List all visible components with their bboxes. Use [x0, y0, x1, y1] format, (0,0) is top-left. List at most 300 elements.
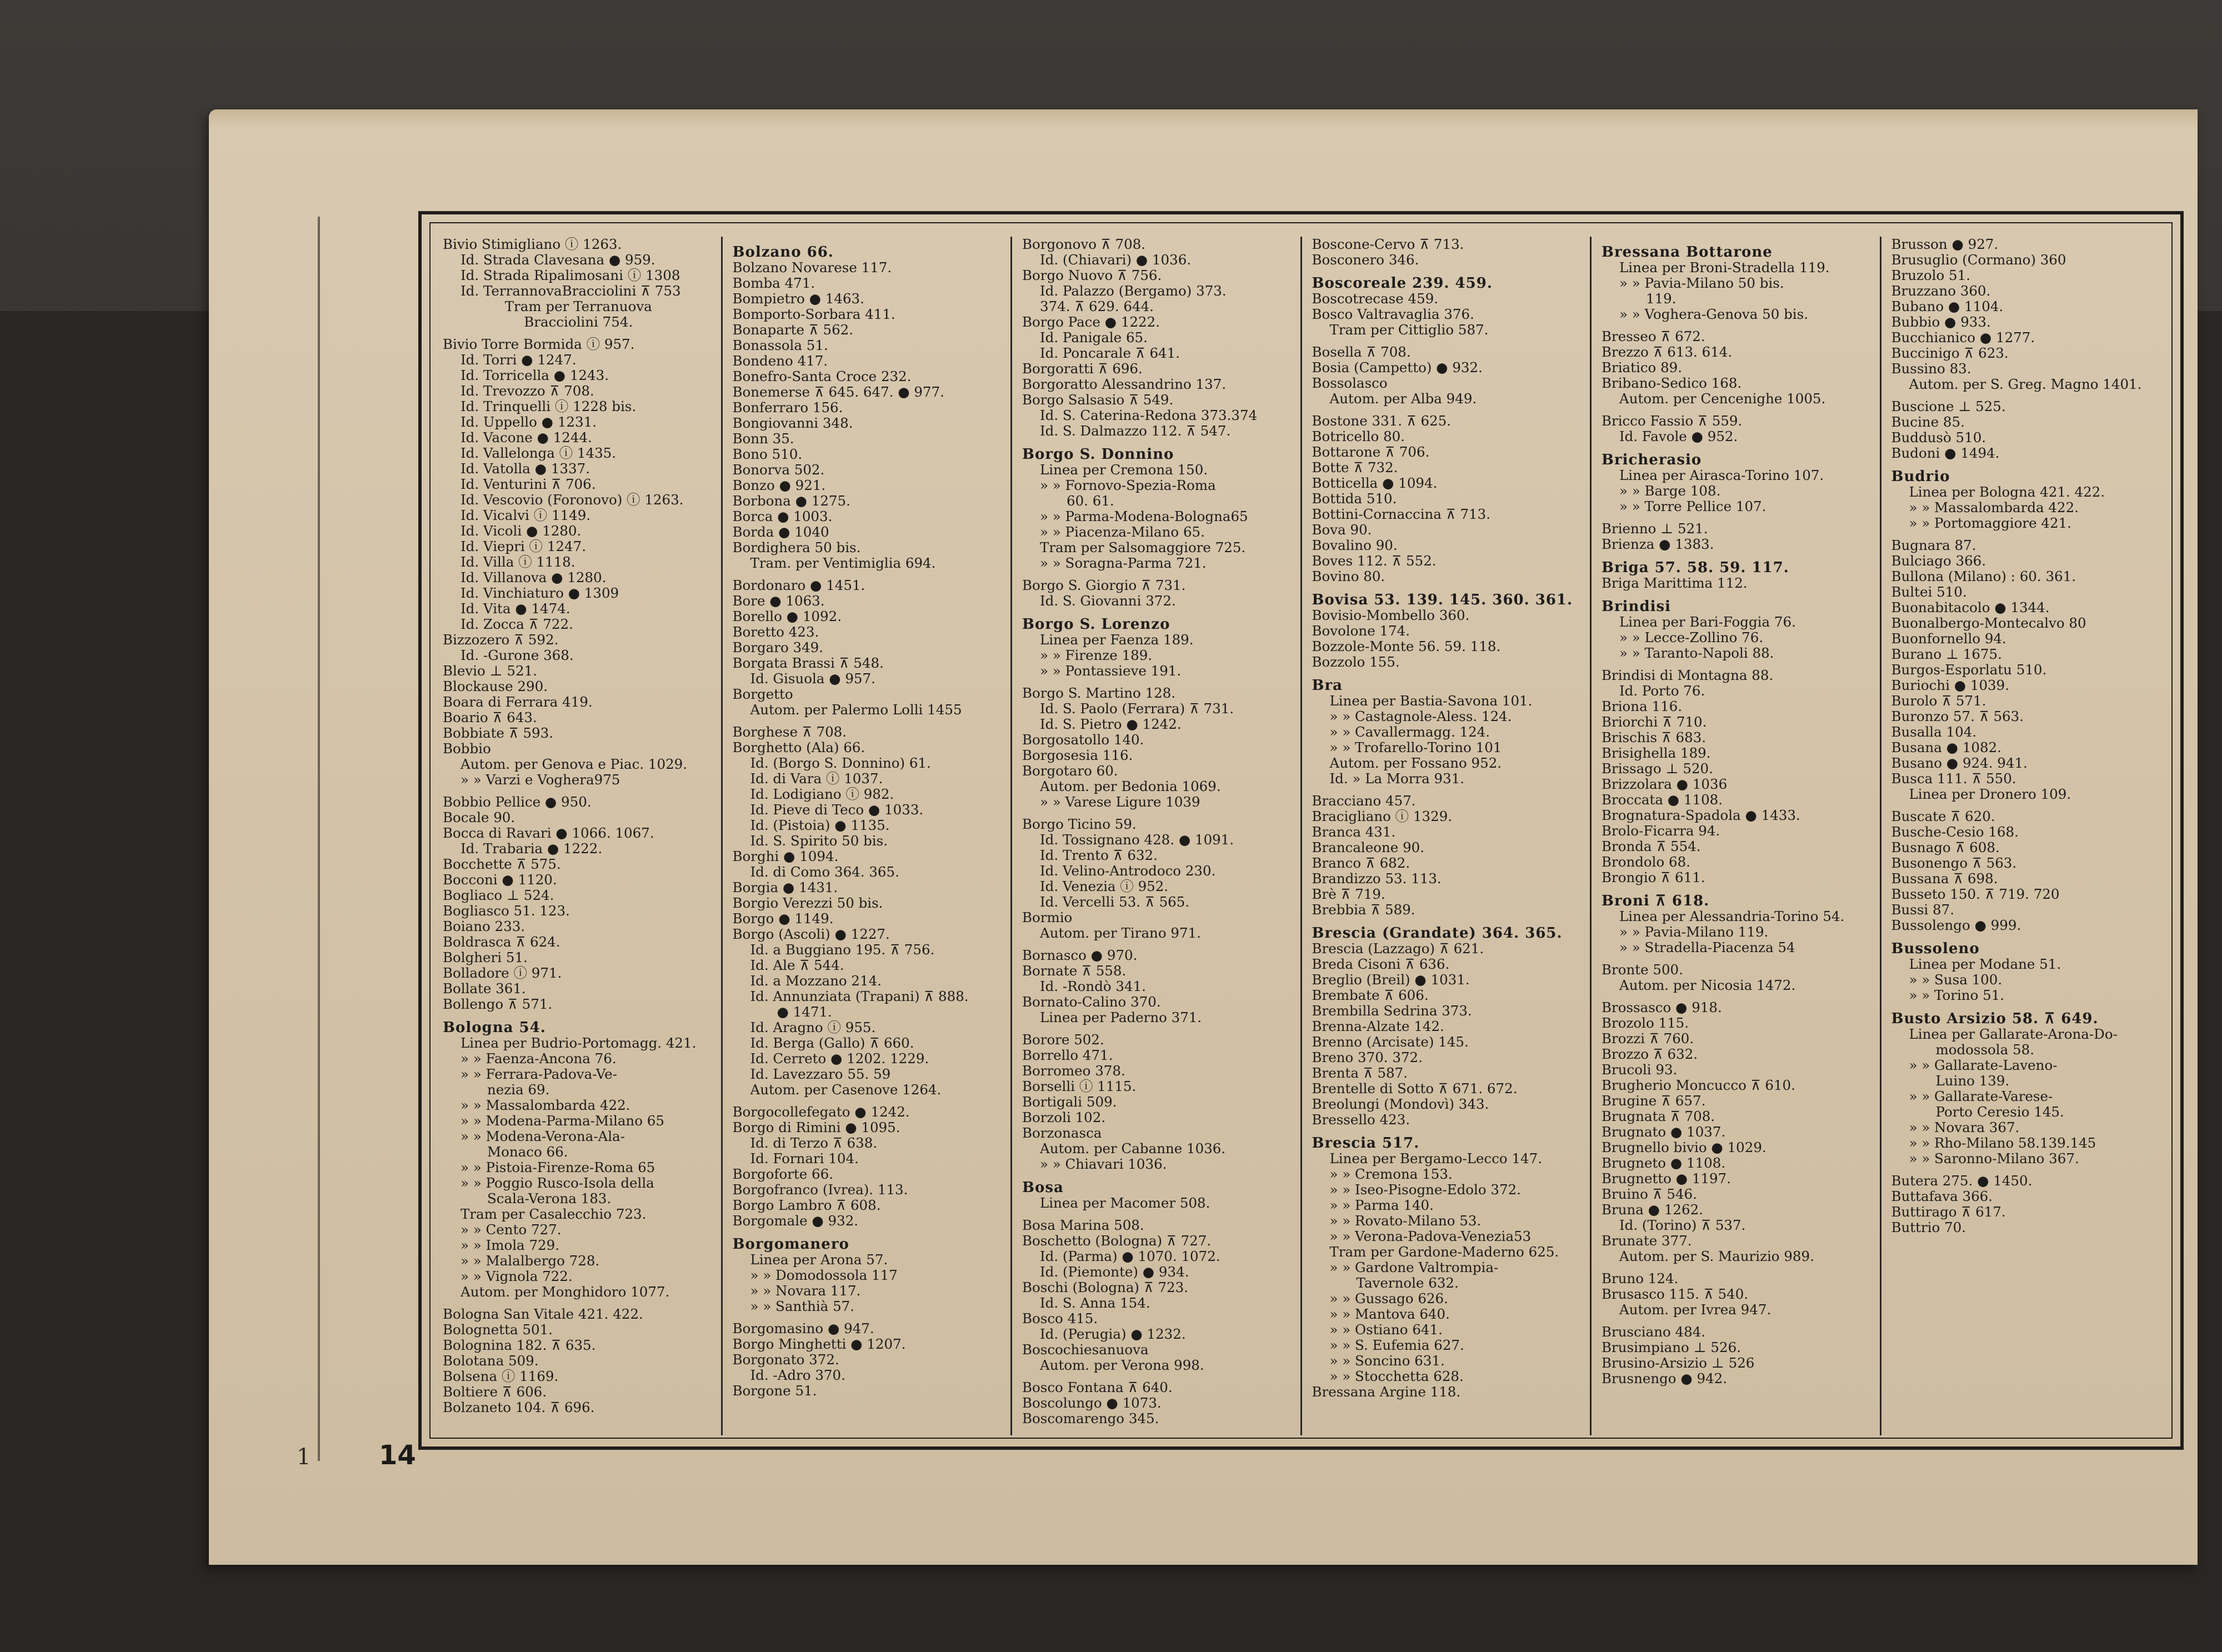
- index-entry: Bozzolo 155.: [1312, 654, 1400, 670]
- index-entry: Bocchette ⊼ 575.: [443, 856, 561, 872]
- index-entry: » » Taranto-Napoli 88.: [1619, 645, 1774, 661]
- index-entry: » » Castagnole-Aless. 124.: [1329, 708, 1512, 724]
- index-column-3: [1012, 237, 1302, 1435]
- index-entry: Brongio ⊼ 611.: [1602, 869, 1705, 885]
- index-entry: Bocale 90.: [443, 809, 516, 825]
- index-entry: Bonzo ● 921.: [732, 477, 826, 493]
- index-entry: Tram per Cittiglio 587.: [1329, 322, 1489, 338]
- index-entry: Buonabitacolo ● 1344.: [1891, 599, 2050, 615]
- index-entry: » » Soncino 631.: [1329, 1353, 1445, 1369]
- index-entry: Bussana ⊼ 698.: [1891, 870, 1998, 887]
- index-entry: Bonemerse ⊼ 645. 647. ● 977.: [732, 384, 944, 400]
- index-entry: Burano ⊥ 1675.: [1891, 646, 2002, 662]
- index-entry: Bucine 85.: [1891, 414, 1965, 430]
- index-entry: Linea per Alessandria-Torino 54.: [1619, 908, 1845, 924]
- index-entry: Bovino 80.: [1312, 568, 1385, 584]
- index-entry: Busana ● 1082.: [1891, 739, 2001, 755]
- index-entry: Bosia (Campetto) ● 932.: [1312, 359, 1483, 376]
- index-entry: Id. di Vara ⓘ 1037.: [750, 770, 883, 787]
- index-entry: » » Pistoia-Firenze-Roma 65: [461, 1159, 655, 1175]
- index-entry: Id. -Adro 370.: [750, 1367, 845, 1383]
- index-entry: Id. TerrannovaBracciolini ⊼ 753: [461, 283, 681, 299]
- index-entry: » » Stradella-Piacenza 54: [1619, 939, 1795, 955]
- index-entry: Id. Villanova ● 1280.: [461, 569, 607, 585]
- index-entry: Id. Cerreto ● 1202. 1229.: [750, 1050, 929, 1067]
- index-entry: Boara di Ferrara 419.: [443, 694, 593, 710]
- index-entry: Borghi ● 1094.: [732, 848, 839, 864]
- index-entry: Autom. per Bedonia 1069.: [1040, 778, 1221, 794]
- index-entry: Bono 510.: [732, 446, 803, 462]
- index-entry: Linea per Modane 51.: [1909, 956, 2061, 972]
- index-entry: Id. Velino-Antrodoco 230.: [1040, 863, 1216, 879]
- index-entry: » » Pavia-Milano 50 bis.: [1619, 275, 1784, 291]
- index-entry: Brè ⊼ 719.: [1312, 886, 1385, 902]
- index-entry: Id. Vallelonga ⓘ 1435.: [461, 445, 617, 461]
- index-entry: Bormio: [1022, 909, 1073, 925]
- index-entry: Buronzo 57. ⊼ 563.: [1891, 708, 2024, 724]
- index-entry: Id. Trabaria ● 1222.: [461, 840, 603, 857]
- index-entry: Busonengo ⊼ 563.: [1891, 855, 2017, 871]
- index-entry: Id. (Torino) ⊼ 537.: [1619, 1217, 1746, 1233]
- index-entry: » » Malalbergo 728.: [461, 1253, 600, 1269]
- index-entry: Briona 116.: [1602, 698, 1683, 714]
- index-entry: Id. Ale ⊼ 544.: [750, 957, 844, 973]
- index-entry: Broccata ● 1108.: [1602, 792, 1723, 808]
- index-entry: Id. -Gurone 368.: [461, 647, 574, 663]
- index-entry: Id. Vescovio (Foronovo) ⓘ 1263.: [461, 492, 684, 508]
- index-entry: Brembate ⊼ 606.: [1312, 987, 1429, 1003]
- index-entry: Brozzi ⊼ 760.: [1602, 1030, 1694, 1047]
- index-entry: Bussino 83.: [1891, 361, 1971, 377]
- index-entry: » » Chiavari 1036.: [1040, 1156, 1167, 1172]
- index-entry: Id. a Mozzano 214.: [750, 973, 882, 989]
- index-entry: Bovalino 90.: [1312, 537, 1398, 553]
- index-entry: Brognatura-Spadola ● 1433.: [1602, 807, 1800, 823]
- index-entry: Id. Favole ● 952.: [1619, 428, 1738, 444]
- index-entry: Bomba 471.: [732, 275, 815, 291]
- index-entry: Borgo Lambro ⊼ 608.: [732, 1197, 881, 1213]
- index-entry: Brescia (Lazzago) ⊼ 621.: [1312, 940, 1484, 957]
- index-entry: » » Trofarello-Torino 101: [1329, 739, 1502, 755]
- index-entry: Borghese ⊼ 708.: [732, 724, 847, 740]
- index-entry: Bribano-Sedico 168.: [1602, 375, 1742, 391]
- index-entry: Autom. per Verona 998.: [1040, 1357, 1204, 1373]
- index-heading: Bra: [1312, 677, 1343, 694]
- index-entry: Brenno (Arcisate) 145.: [1312, 1034, 1469, 1050]
- index-entry: Borghetto (Ala) 66.: [732, 739, 865, 755]
- index-entry: Id. Torri ● 1247.: [461, 352, 577, 368]
- index-entry: » » Massalombarda 422.: [461, 1097, 630, 1113]
- index-entry: Bruzzano 360.: [1891, 283, 1991, 299]
- margin-mark: 1: [297, 1444, 311, 1470]
- index-entry: Bottida 510.: [1312, 490, 1397, 507]
- index-entry: Brugine ⊼ 657.: [1602, 1093, 1706, 1109]
- index-entry: Id. Uppello ● 1231.: [461, 414, 597, 430]
- index-entry: Brugnata ⊼ 708.: [1602, 1108, 1715, 1124]
- index-entry: Buonalbergo-Montecalvo 80: [1891, 615, 2086, 631]
- index-entry: Bomporto-Sorbara 411.: [732, 306, 895, 322]
- index-entry: Bruino ⊼ 546.: [1602, 1186, 1697, 1202]
- index-entry: Monaco 66.: [487, 1144, 568, 1160]
- index-entry: Bolognina 182. ⊼ 635.: [443, 1337, 596, 1353]
- index-entry: Boario ⊼ 643.: [443, 709, 537, 725]
- index-heading: Borgo S. Lorenzo: [1022, 616, 1170, 633]
- index-entry: Id. Torricella ● 1243.: [461, 367, 609, 383]
- index-entry: Bobbio Pellice ● 950.: [443, 794, 592, 810]
- index-entry: Brugnato ● 1037.: [1602, 1124, 1726, 1140]
- index-entry: » » Soragna-Parma 721.: [1040, 555, 1207, 571]
- index-entry: » » Varzi e Voghera975: [461, 772, 620, 788]
- index-entry: Burgos-Esporlatu 510.: [1891, 662, 2047, 678]
- index-entry: Busalla 104.: [1891, 724, 1977, 740]
- index-entry: Brebbia ⊼ 589.: [1312, 902, 1415, 918]
- index-entry: Bollengo ⊼ 571.: [443, 996, 553, 1012]
- index-entry: Blockause 290.: [443, 678, 548, 694]
- index-entry: Bonferraro 156.: [732, 399, 843, 415]
- index-entry: Borgosesia 116.: [1022, 747, 1133, 763]
- index-heading: Bologna 54.: [443, 1019, 546, 1036]
- index-entry: Branco ⊼ 682.: [1312, 855, 1410, 871]
- index-entry: Botte ⊼ 732.: [1312, 459, 1398, 475]
- index-entry: » » Barge 108.: [1619, 483, 1721, 499]
- index-entry: Id. Panigale 65.: [1040, 329, 1148, 346]
- index-entry: Borgata Brassi ⊼ 548.: [732, 655, 884, 671]
- index-entry: » » Torino 51.: [1909, 987, 2005, 1003]
- index-entry: Linea per Airasca-Torino 107.: [1619, 467, 1824, 483]
- index-entry: Autom. per Genova e Piac. 1029.: [461, 756, 688, 772]
- index-entry: 374. ⊼ 629. 644.: [1040, 298, 1154, 314]
- index-entry: Bosco Valtravaglia 376.: [1312, 306, 1474, 322]
- index-entry: Boves 112. ⊼ 552.: [1312, 553, 1437, 569]
- index-entry: Bolzano Novarese 117.: [732, 259, 892, 276]
- page-top-edge: [209, 109, 2198, 128]
- index-entry: Bonorva 502.: [732, 462, 825, 478]
- index-heading: Bussoleno: [1891, 940, 1980, 957]
- index-entry: Borgotaro 60.: [1022, 763, 1118, 779]
- index-entry: Linea per Faenza 189.: [1040, 632, 1194, 648]
- index-entry: Borgo S. Giorgio ⊼ 731.: [1022, 577, 1186, 593]
- index-entry: Id. Trinquelli ⓘ 1228 bis.: [461, 398, 637, 414]
- index-entry: Bovolone 174.: [1312, 623, 1410, 639]
- index-entry: Bivio Stimigliano ⓘ 1263.: [443, 237, 622, 252]
- index-entry: 119.: [1646, 291, 1676, 307]
- index-entry: Bobbiate ⊼ 593.: [443, 725, 553, 741]
- index-entry: Id. Vicoli ● 1280.: [461, 523, 582, 539]
- index-entry: Bracciolini 754.: [524, 314, 633, 330]
- index-entry: Briatico 89.: [1602, 359, 1683, 376]
- index-heading: Broni ⊼ 618.: [1602, 893, 1710, 909]
- index-entry: Id. Gisuola ● 957.: [750, 670, 875, 687]
- index-entry: Bucchianico ● 1277.: [1891, 329, 2035, 346]
- index-entry: Bivio Torre Bormida ⓘ 957.: [443, 336, 635, 352]
- index-entry: Id. -Rondò 341.: [1040, 978, 1146, 994]
- index-entry: Brisighella 189.: [1602, 745, 1711, 761]
- index-entry: » » Modena-Parma-Milano 65: [461, 1113, 664, 1129]
- index-entry: Brunate 377.: [1602, 1233, 1692, 1249]
- index-entry: Bobbio: [443, 740, 491, 757]
- index-entry: Id. (Perugia) ● 1232.: [1040, 1326, 1186, 1342]
- index-heading: Boscoreale 239. 459.: [1312, 275, 1493, 292]
- index-entry: Borgo (Ascoli) ● 1227.: [732, 926, 890, 942]
- index-entry: Id. Vatolla ● 1337.: [461, 460, 590, 477]
- index-entry: Autom. per Alba 949.: [1329, 391, 1477, 407]
- index-entry: Tram per Gardone-Maderno 625.: [1329, 1244, 1559, 1260]
- index-entry: Brentelle di Sotto ⊼ 671. 672.: [1312, 1080, 1518, 1097]
- index-entry: Bogliaco ⊥ 524.: [443, 887, 554, 903]
- index-entry: Brugneto ● 1108.: [1602, 1155, 1726, 1171]
- index-entry: Boiano 233.: [443, 918, 526, 934]
- index-entry: Boschetto (Bologna) ⊼ 727.: [1022, 1233, 1212, 1249]
- index-entry: Bolzaneto 104. ⊼ 696.: [443, 1399, 595, 1415]
- index-entry: Autom. per Tirano 971.: [1040, 925, 1201, 941]
- index-entry: Brugnello bivio ● 1029.: [1602, 1139, 1766, 1155]
- index-entry: Bultei 510.: [1891, 584, 1967, 600]
- index-entry: Bocca di Ravari ● 1066. 1067.: [443, 825, 654, 841]
- index-entry: Bussolengo ● 999.: [1891, 917, 2021, 933]
- index-entry: Bolognetta 501.: [443, 1321, 553, 1338]
- index-entry: Bova 90.: [1312, 522, 1372, 538]
- index-entry: » » Vignola 722.: [461, 1268, 573, 1284]
- index-heading: Busto Arsizio 58. ⊼ 649.: [1891, 1010, 2099, 1027]
- index-entry: Borca ● 1003.: [732, 508, 833, 524]
- index-entry: » » Parma 140.: [1329, 1197, 1434, 1213]
- index-entry: Id. (Borgo S. Donnino) 61.: [750, 755, 931, 771]
- index-entry: Id. Poncarale ⊼ 641.: [1040, 345, 1180, 361]
- index-entry: » » Massalombarda 422.: [1909, 499, 2079, 515]
- index-entry: Luino 139.: [1935, 1073, 2010, 1089]
- index-column-1: [433, 237, 723, 1435]
- index-entry: Borselli ⓘ 1115.: [1022, 1078, 1137, 1094]
- index-entry: Brolo-Ficarra 94.: [1602, 823, 1720, 839]
- index-entry: Blevio ⊥ 521.: [443, 663, 537, 679]
- index-entry: Busca 111. ⊼ 550.: [1891, 770, 2016, 787]
- index-entry: Botticella ● 1094.: [1312, 475, 1438, 491]
- index-entry: Bornasco ● 970.: [1022, 947, 1138, 963]
- index-entry: » » Domodossola 117: [750, 1267, 898, 1283]
- index-entry: » » Gussago 626.: [1329, 1290, 1448, 1306]
- index-entry: Id. di Terzo ⊼ 638.: [750, 1135, 878, 1151]
- index-entry: Id. (Piemonte) ● 934.: [1040, 1264, 1189, 1280]
- index-entry: Buccinigo ⊼ 623.: [1891, 345, 2009, 361]
- index-entry: Bronda ⊼ 554.: [1602, 838, 1701, 854]
- index-entry: » » Cavallermagg. 124.: [1329, 724, 1490, 740]
- index-entry: Linea per Bari-Foggia 76.: [1619, 614, 1796, 630]
- index-entry: Buttafava 366.: [1891, 1188, 1993, 1204]
- index-entry: » » Santhià 57.: [750, 1298, 855, 1314]
- index-entry: Id. S. Spirito 50 bis.: [750, 833, 888, 849]
- index-entry: Bussi 87.: [1891, 902, 1955, 918]
- index-entry: Tram per Terranuova: [504, 298, 652, 314]
- index-entry: Borgo Ticino 59.: [1022, 816, 1137, 832]
- index-entry: Boscone-Cervo ⊼ 713.: [1312, 237, 1464, 252]
- index-heading: Borgomanero: [732, 1236, 849, 1253]
- index-entry: Borgocollefegato ● 1242.: [732, 1104, 910, 1120]
- index-entry: Buscione ⊥ 525.: [1891, 398, 2006, 414]
- index-entry: Busnago ⊼ 608.: [1891, 839, 2000, 855]
- index-entry: Id. Lavezzaro 55. 59: [750, 1066, 891, 1082]
- index-entry: Bosconero 346.: [1312, 252, 1419, 268]
- index-entry: Linea per Bergamo-Lecco 147.: [1329, 1150, 1543, 1167]
- index-entry: Autom. per Palermo Lolli 1455: [750, 702, 962, 718]
- index-entry: Bossolasco: [1312, 375, 1388, 391]
- index-entry: Bruna ● 1262.: [1602, 1202, 1703, 1218]
- index-entry: Id. S. Caterina-Redona 373.374: [1040, 407, 1258, 423]
- index-entry: Borgo Salsasio ⊼ 549.: [1022, 392, 1174, 408]
- index-entry: Autom. per Nicosia 1472.: [1619, 977, 1796, 993]
- index-entry: Brusciano 484.: [1602, 1324, 1706, 1340]
- index-entry: Busano ● 924. 941.: [1891, 755, 2028, 771]
- index-entry: » » Faenza-Ancona 76.: [461, 1050, 617, 1067]
- index-entry: Bubbio ● 933.: [1891, 314, 1991, 330]
- index-entry: Bottarone ⊼ 706.: [1312, 444, 1430, 460]
- index-entry: » » Cremona 153.: [1329, 1166, 1453, 1182]
- index-entry: Bronte 500.: [1602, 962, 1683, 978]
- index-entry: Bolotana 509.: [443, 1353, 539, 1369]
- index-entry: Id. Palazzo (Bergamo) 373.: [1040, 283, 1227, 299]
- index-entry: Borgonato 372.: [732, 1351, 839, 1368]
- index-entry: Autom. per S. Maurizio 989.: [1619, 1248, 1814, 1264]
- index-frame: [418, 211, 2184, 1450]
- index-entry: Bocconi ● 1120.: [443, 872, 557, 888]
- index-entry: Bompietro ● 1463.: [732, 291, 864, 307]
- index-entry: Id. (Parma) ● 1070. 1072.: [1040, 1248, 1220, 1264]
- index-entry: Bonefro-Santa Croce 232.: [732, 368, 912, 384]
- index-entry: Branca 431.: [1312, 824, 1396, 840]
- index-entry: Bosco 415.: [1022, 1310, 1098, 1326]
- index-entry: Id. Vacone ● 1244.: [461, 429, 592, 445]
- index-entry: Scala-Verona 183.: [487, 1190, 612, 1207]
- index-entry: Bracciano 457.: [1312, 793, 1416, 809]
- index-entry: Boltiere ⊼ 606.: [443, 1384, 547, 1400]
- index-entry: Buttirago ⊼ 617.: [1891, 1204, 2006, 1220]
- index-entry: » » Ferrara-Padova-Ve-: [461, 1066, 617, 1082]
- index-entry: Bosa Marina 508.: [1022, 1217, 1144, 1233]
- index-entry: Boscolungo ● 1073.: [1022, 1395, 1162, 1411]
- index-entry: Tavernole 632.: [1356, 1275, 1459, 1291]
- index-entry: Brienno ⊥ 521.: [1602, 520, 1708, 537]
- index-heading: Briga 57. 58. 59. 117.: [1602, 559, 1789, 576]
- index-entry: Boscochiesanuova: [1022, 1341, 1149, 1358]
- index-entry: Id. Annunziata (Trapani) ⊼ 888.: [750, 988, 969, 1004]
- index-entry: Borgone 51.: [732, 1383, 817, 1399]
- index-entry: Tram. per Ventimiglia 694.: [750, 555, 936, 571]
- index-entry: Tram per Casalecchio 723.: [461, 1206, 647, 1222]
- index-entry: » » Lecce-Zollino 76.: [1619, 629, 1764, 645]
- index-entry: ● 1471.: [777, 1004, 832, 1020]
- index-entry: Linea per Bologna 421. 422.: [1909, 484, 2105, 500]
- index-entry: Bruno 124.: [1602, 1270, 1679, 1286]
- index-entry: Brischis ⊼ 683.: [1602, 729, 1706, 745]
- index-heading: Brescia (Grandate) 364. 365.: [1312, 925, 1563, 942]
- index-entry: Brusuglio (Cormano) 360: [1891, 252, 2066, 268]
- index-entry: Linea per Cremona 150.: [1040, 462, 1208, 478]
- index-entry: Autom. per Monghidoro 1077.: [461, 1284, 670, 1300]
- index-entry: Borgomale ● 932.: [732, 1213, 859, 1229]
- index-entry: Bordighera 50 bis.: [732, 539, 861, 555]
- index-entry: nezia 69.: [487, 1082, 550, 1098]
- index-entry: » » Pontassieve 191.: [1040, 663, 1182, 679]
- index-entry: Autom. per Cencenighe 1005.: [1619, 391, 1826, 407]
- index-entry: Id. Porto 76.: [1619, 683, 1705, 699]
- index-entry: Autom. per Ivrea 947.: [1619, 1301, 1771, 1318]
- index-entry: Borbona ● 1275.: [732, 493, 850, 509]
- index-entry: Breglio (Breil) ● 1031.: [1312, 972, 1470, 988]
- index-entry: Id. S. Pietro ● 1242.: [1040, 716, 1182, 732]
- index-entry: Brezzo ⊼ 613. 614.: [1602, 344, 1733, 360]
- index-entry: 60. 61.: [1067, 493, 1114, 509]
- index-entry: Autom. per Cabanne 1036.: [1040, 1140, 1226, 1157]
- index-entry: Borda ● 1040: [732, 524, 829, 540]
- index-entry: Bostone 331. ⊼ 625.: [1312, 413, 1452, 429]
- index-heading: Budrio: [1891, 468, 1950, 485]
- index-entry: Autom. per Casenove 1264.: [750, 1082, 942, 1098]
- index-entry: Borrello 471.: [1022, 1047, 1113, 1063]
- index-heading: Borgo S. Donnino: [1022, 446, 1174, 463]
- index-entry: » » Pavia-Milano 119.: [1619, 924, 1769, 940]
- index-entry: » » Voghera-Genova 50 bis.: [1619, 306, 1808, 322]
- index-entry: Buriochi ● 1039.: [1891, 677, 2010, 693]
- index-entry: Butera 275. ● 1450.: [1891, 1173, 2033, 1189]
- index-entry: Borgoratti ⊼ 696.: [1022, 361, 1143, 377]
- index-entry: Bizzozero ⊼ 592.: [443, 632, 559, 648]
- index-heading: Bressana Bottarone: [1602, 244, 1773, 261]
- index-entry: Borzoli 102.: [1022, 1109, 1106, 1125]
- index-entry: » » Gardone Valtrompia-: [1329, 1259, 1499, 1275]
- index-entry: Brandizzo 53. 113.: [1312, 870, 1442, 887]
- index-entry: Bortigali 509.: [1022, 1094, 1117, 1110]
- index-entry: Bresseo ⊼ 672.: [1602, 328, 1705, 344]
- index-entry: Id. Trevozzo ⊼ 708.: [461, 383, 594, 399]
- index-entry: Brozolo 115.: [1602, 1015, 1689, 1031]
- index-entry: Breno 370. 372.: [1312, 1049, 1423, 1065]
- index-entry: Brugherio Moncucco ⊼ 610.: [1602, 1077, 1795, 1093]
- index-entry: Id. (Pistoia) ● 1135.: [750, 817, 890, 833]
- index-entry: Brienza ● 1383.: [1602, 536, 1714, 552]
- index-columns: [433, 237, 2169, 1435]
- index-entry: Bonaparte ⊼ 562.: [732, 322, 854, 338]
- index-entry: Tram per Salsomaggiore 725.: [1040, 539, 1246, 555]
- index-column-5: [1592, 237, 1881, 1435]
- index-entry: Brusnengo ● 942.: [1602, 1370, 1728, 1386]
- index-heading: Brescia 517.: [1312, 1135, 1420, 1152]
- index-entry: Brissago ⊥ 520.: [1602, 760, 1713, 777]
- index-entry: Bolladore ⓘ 971.: [443, 965, 562, 981]
- index-entry: Id. Vercelli 53. ⊼ 565.: [1040, 894, 1190, 910]
- index-entry: Bollate 361.: [443, 980, 526, 997]
- index-entry: Linea per Bastia-Savona 101.: [1329, 693, 1533, 709]
- index-entry: Bolsena ⓘ 1169.: [443, 1368, 559, 1384]
- index-entry: Briorchi ⊼ 710.: [1602, 714, 1707, 730]
- index-entry: Bottini-Cornaccina ⊼ 713.: [1312, 506, 1490, 522]
- index-entry: Borgonovo ⊼ 708.: [1022, 237, 1146, 252]
- index-entry: » » Imola 729.: [461, 1237, 559, 1253]
- index-entry: Id. Viepri ⓘ 1247.: [461, 538, 586, 554]
- index-entry: Porto Ceresio 145.: [1935, 1104, 2064, 1120]
- index-entry: » » Poggio Rusco-Isola della: [461, 1175, 654, 1191]
- index-entry: Bonn 35.: [732, 430, 794, 447]
- index-entry: Botricello 80.: [1312, 428, 1405, 444]
- index-entry: Boschi (Bologna) ⊼ 723.: [1022, 1279, 1189, 1295]
- index-entry: Borgo Nuovo ⊼ 756.: [1022, 267, 1162, 283]
- index-entry: » » Saronno-Milano 367.: [1909, 1150, 2079, 1167]
- index-entry: Borello ● 1092.: [732, 608, 842, 624]
- index-entry: » » Mantova 640.: [1329, 1306, 1450, 1322]
- index-entry: Brusasco 115. ⊼ 540.: [1602, 1286, 1749, 1302]
- index-entry: Id. Berga (Gallo) ⊼ 660.: [750, 1035, 914, 1051]
- index-entry: Bressana Argine 118.: [1312, 1384, 1461, 1400]
- index-column-4: [1302, 237, 1592, 1435]
- index-entry: Bolgheri 51.: [443, 949, 528, 965]
